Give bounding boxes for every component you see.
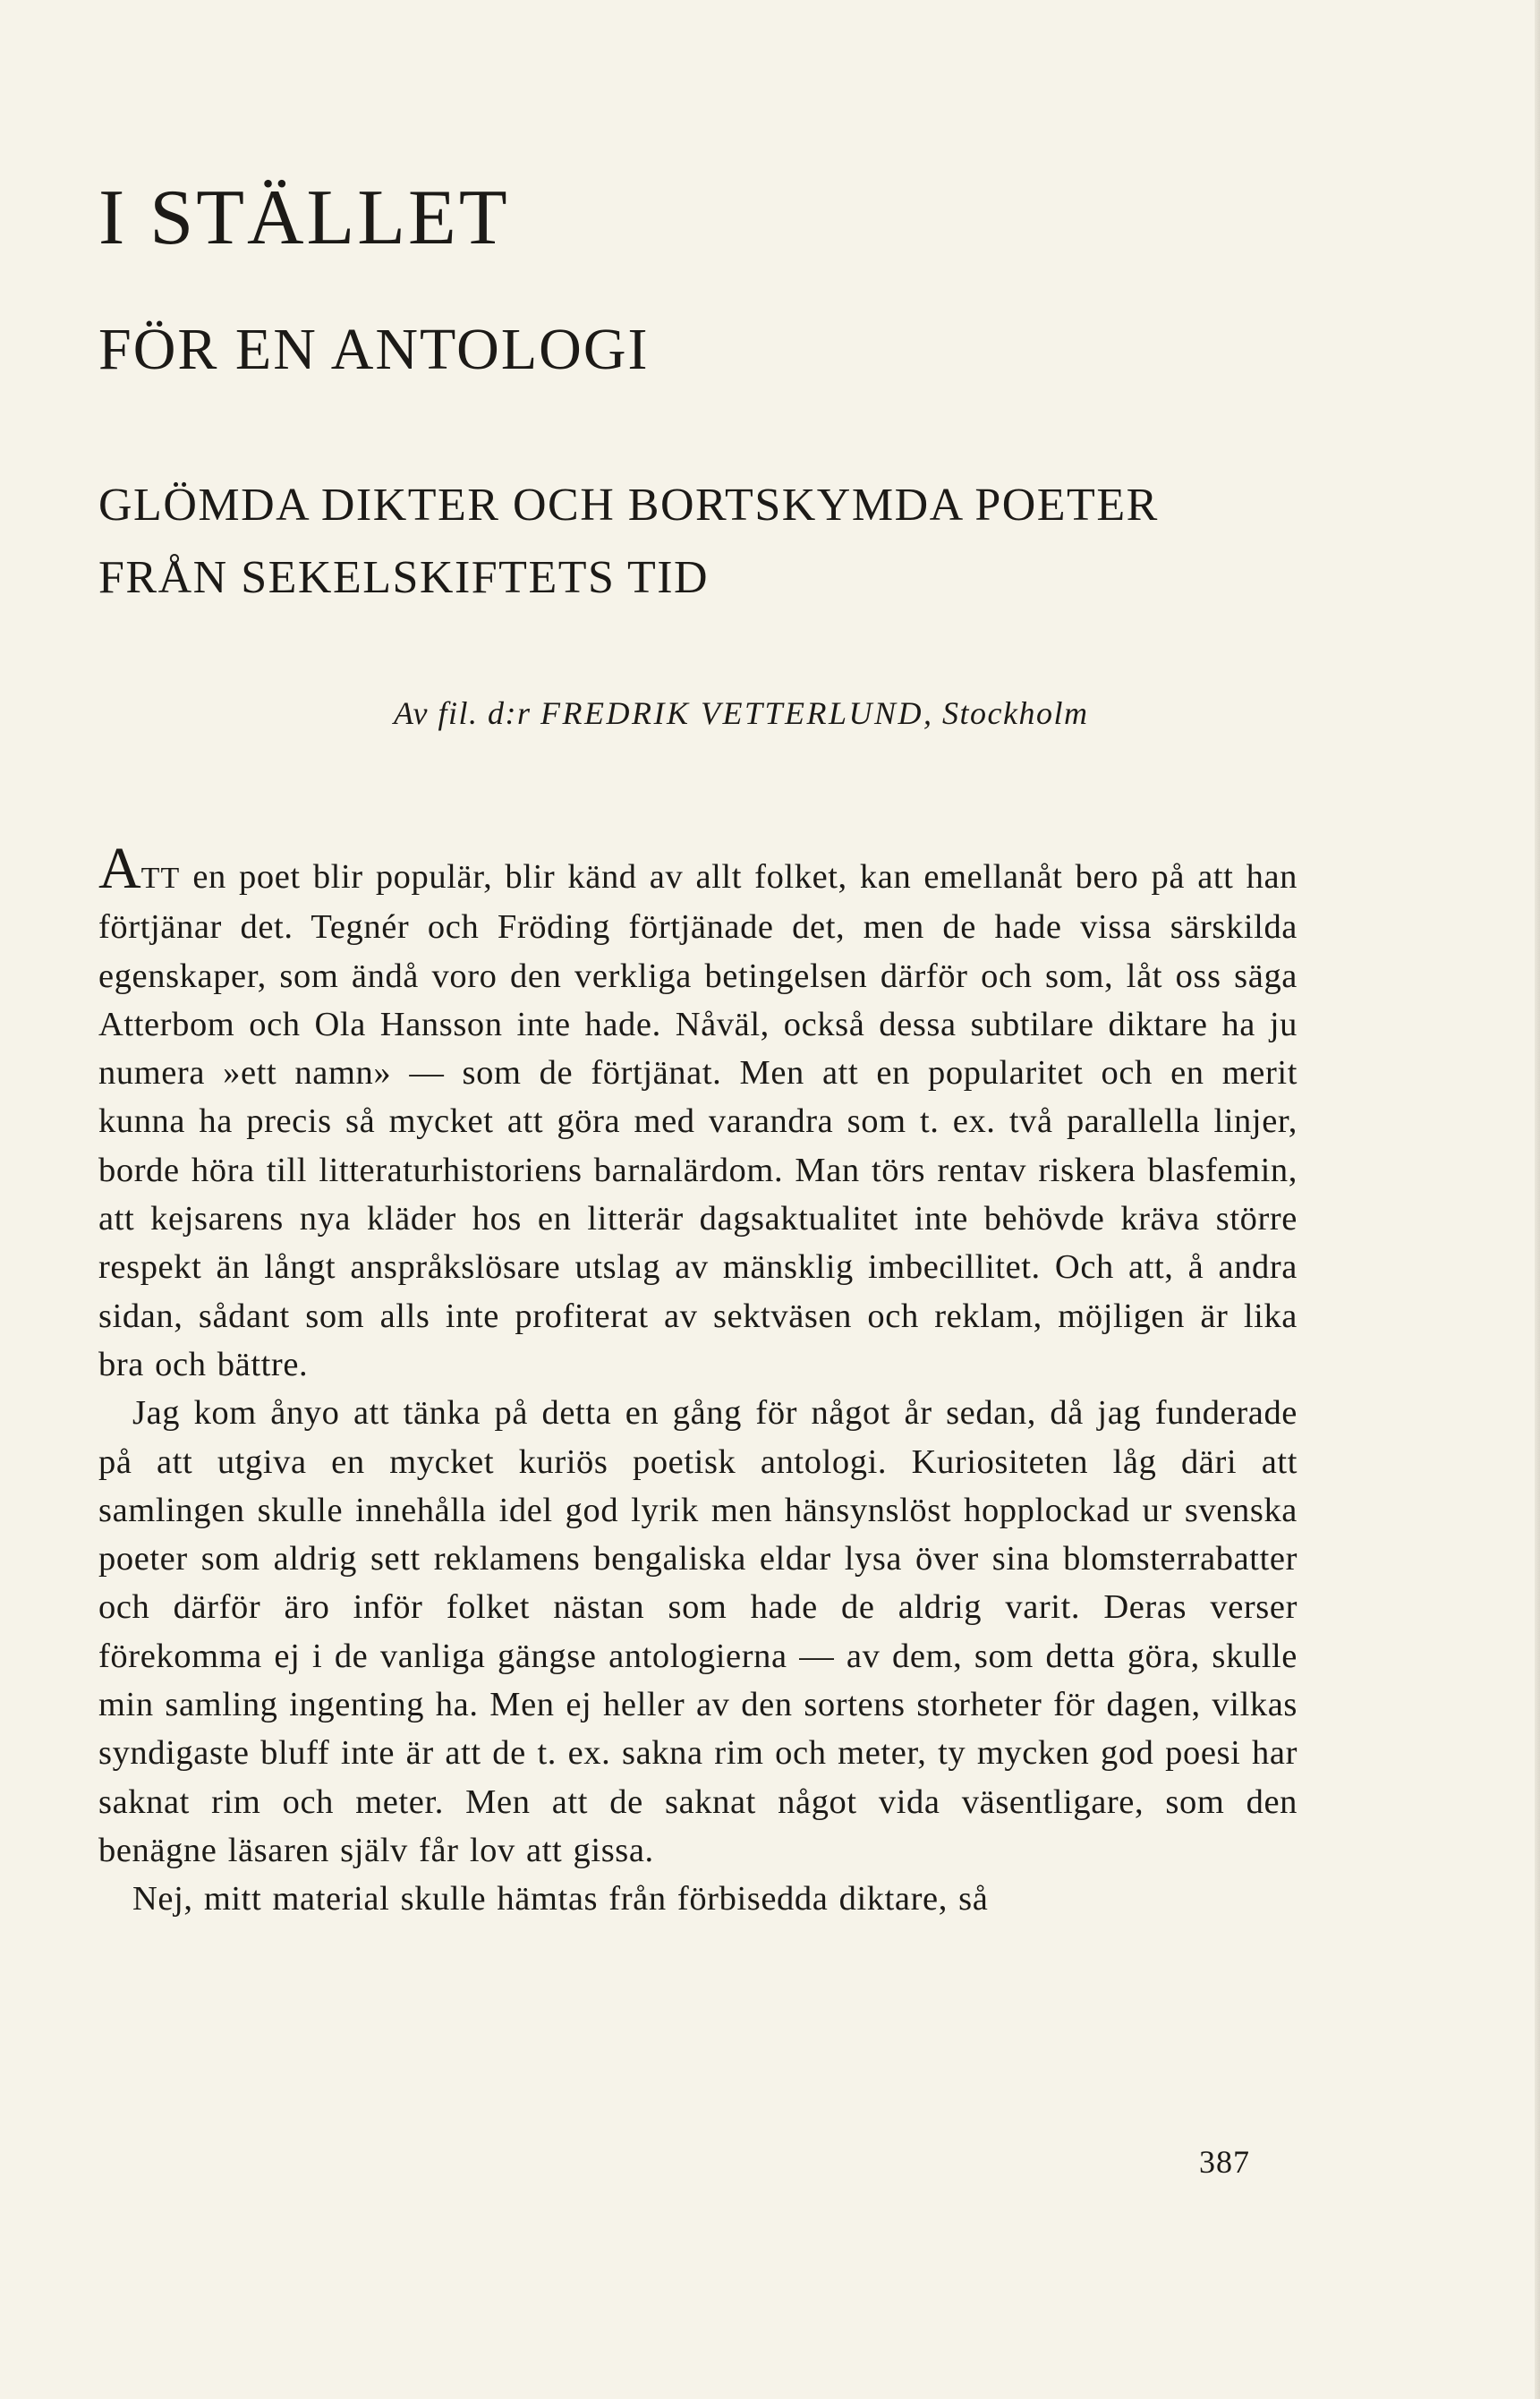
article-title: I STÄLLET: [98, 174, 510, 261]
subtitle-line-1: GLÖMDA DIKTER OCH BORTSKYMDA POETER: [98, 480, 1159, 531]
article-title-continuation: FÖR EN ANTOLOGI: [98, 317, 650, 382]
page-edge: [1535, 0, 1540, 2399]
initial-letter: A: [98, 836, 141, 901]
subtitle-line-2: FRÅN SEKELSKIFTETS TID: [98, 552, 710, 604]
byline-place: Stockholm: [942, 695, 1089, 732]
paragraph-3: Nej, mitt material skulle hämtas från förbisedda diktare, så: [132, 1880, 989, 1918]
paragraph-2: Jag kom ånyo att tänka på detta en gång för något år sedan, då jag funderade på att utgiva en mycket kuriös poetisk antologi. Kuriositeten låg däri att samlingen skulle innehålla idel god lyrik men hänsynslöst hopplockad ur svenska poeter som aldrig sett reklamens bengaliska eldar lysa över sina blomsterrabatter och därför äro inför folket nästan som hade de aldrig varit. Deras verser förekomma ej i de vanliga gängse antologierna — av dem, som detta göra, skulle min samling ingenting ha. Men ej heller av den sortens storheter för dagen, vilkas syndigaste bluff inte är att de t. ex. sakna rim och meter, ty mycken god poesi har saknat rim och meter. Men att de saknat något vida väsentligare, som den benägne läsaren själv får lov att gissa.: [98, 1394, 1298, 1869]
initial-smallcaps: TT: [140, 862, 181, 895]
article-subtitle: [98, 469, 1298, 614]
byline-separator: ,: [923, 695, 942, 732]
page-number: 387: [1199, 2144, 1250, 2180]
byline-author: FREDRIK VETTERLUND: [540, 695, 923, 732]
paragraph-1-text: en poet blir populär, blir känd av allt folket, kan emellanåt bero på att han förtjänar det. Tegnér och Fröding förtjänade det, men de hade vissa särskilda egenskaper, som ändå voro den verkliga betingelsen därför och som, låt oss säga Atterbom och Ola Hansson inte hade. Nåväl, också dessa subtilare diktare ha ju numera »ett namn» — som de förtjänat. Men att en popularitet och en merit kunna ha precis så mycket att göra med varandra som t. ex. två parallella linjer, borde höra till litteraturhistoriens barnalärdom. Man törs rentav riskera blasfemin, att kejsarens nya kläder hos en litterär dagsaktualitet inte behövde kräva större respekt än långt anspråkslösare utslag av mänsklig imbecillitet. Och att, å andra sidan, sådant som alls inte profiterat av sektväsen och reklam, möjligen är lika bra och bättre.: [98, 858, 1298, 1383]
byline-prefix: Av fil. d:r: [394, 695, 532, 732]
byline: [98, 694, 1298, 732]
article-body: [98, 836, 1298, 1924]
paragraph-1: [98, 836, 1298, 1389]
article-page: [98, 174, 1298, 1918]
